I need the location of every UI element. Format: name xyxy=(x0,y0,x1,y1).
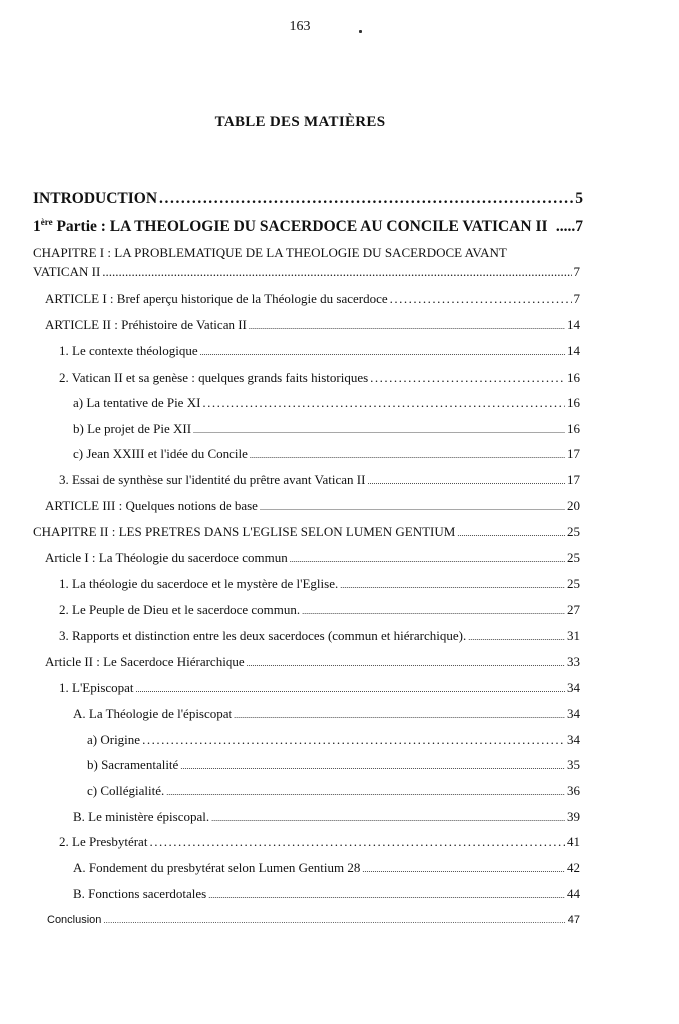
toc-entry xyxy=(73,860,580,878)
toc-label: VATICAN II xyxy=(33,264,101,279)
toc-entry-part-1 xyxy=(33,216,583,235)
leader-dots xyxy=(390,291,572,307)
page-number: 163 xyxy=(289,19,311,34)
toc-page: 34 xyxy=(567,680,580,695)
leader-dots xyxy=(234,706,565,724)
leader-dots xyxy=(457,524,565,542)
part-title: Partie : LA THEOLOGIE DU SACERDOCE AU CONCILE VATICAN II xyxy=(52,218,548,235)
leader-dots xyxy=(211,809,565,827)
toc-label: ARTICLE III : Quelques notions de base xyxy=(45,498,258,513)
toc-label: 2. Le Presbytérat xyxy=(59,834,148,849)
toc-label: B. Fonctions sacerdotales xyxy=(73,886,207,901)
toc-entry xyxy=(45,498,580,516)
toc-entry xyxy=(87,783,580,801)
leader-dots xyxy=(247,654,565,672)
toc-page: 31 xyxy=(567,628,580,643)
toc-entry xyxy=(59,628,580,646)
leader-dots xyxy=(290,550,565,568)
leader-dots xyxy=(367,472,565,490)
toc-entry xyxy=(73,706,580,724)
toc-label: INTRODUCTION xyxy=(33,190,158,207)
toc-label: c) Collégialité. xyxy=(87,783,165,798)
toc-label: 1. L'Episcopat xyxy=(59,680,134,695)
toc-entry xyxy=(59,343,580,361)
leader-dots xyxy=(136,680,565,698)
toc-entry xyxy=(73,395,580,411)
toc-page: 7 xyxy=(573,264,580,279)
toc-entry xyxy=(73,421,580,439)
toc-page: 25 xyxy=(567,576,580,591)
toc-page: 20 xyxy=(567,498,580,513)
toc-label: a) La tentative de Pie XI xyxy=(73,395,201,410)
toc-label: 1. Le contexte théologique xyxy=(59,343,198,358)
toc-entry xyxy=(59,680,580,698)
toc-entry-chapter-1 xyxy=(33,264,580,280)
leader-dots xyxy=(193,421,565,439)
leader-dots xyxy=(260,498,565,516)
leader-dots xyxy=(249,317,565,335)
toc-label: Article I : La Théologie du sacerdoce commun xyxy=(45,550,288,565)
toc-entry-introduction xyxy=(33,191,583,207)
leader-dots xyxy=(180,757,565,775)
part-exponent: ère xyxy=(40,216,53,227)
toc-page: 33 xyxy=(567,654,580,669)
toc-label: B. Le ministère épiscopal. xyxy=(73,809,210,824)
toc-label: Article II : Le Sacerdoce Hiérarchique xyxy=(45,654,245,669)
toc-entry xyxy=(73,886,580,904)
toc-page: 35 xyxy=(567,757,580,772)
toc-label: c) Jean XXIII et l'idée du Concile xyxy=(73,446,248,461)
toc-label: Conclusion xyxy=(47,914,102,926)
toc-page: 25 xyxy=(567,524,580,539)
toc-label: 2. Le Peuple de Dieu et le sacerdoce commun. xyxy=(59,602,301,617)
toc-entry-conclusion xyxy=(47,912,580,929)
toc-entry xyxy=(87,732,580,748)
toc-entry xyxy=(59,576,580,594)
toc-entry-chapter-2 xyxy=(33,524,580,542)
toc-page: 7 xyxy=(573,291,580,306)
leader-dots xyxy=(250,446,565,464)
leader-dots xyxy=(200,343,565,361)
toc-page: 34 xyxy=(567,706,580,721)
toc-label: 2. Vatican II et sa genèse : quelques grands faits historiques xyxy=(59,370,369,385)
chapter-1-title-line-1: CHAPITRE I : LA PROBLEMATIQUE DE LA THEOLOGIE DU SACERDOCE AVANT xyxy=(33,245,507,260)
leader-dots xyxy=(202,395,565,411)
toc-page: 16 xyxy=(567,421,580,436)
leader-dots xyxy=(302,602,565,620)
toc-page: 14 xyxy=(567,317,580,332)
toc-page: 17 xyxy=(567,446,580,461)
toc-page: 47 xyxy=(567,914,580,926)
toc-label: b) Le projet de Pie XII xyxy=(73,421,192,436)
scan-speck xyxy=(359,30,362,33)
toc-page: 14 xyxy=(567,343,580,358)
toc-entry xyxy=(73,809,580,827)
toc-page: 16 xyxy=(567,370,580,385)
toc-page: 17 xyxy=(567,472,580,487)
toc-label: A. Fondement du presbytérat selon Lumen Gentium 28 xyxy=(73,860,361,875)
toc-label: ARTICLE I : Bref aperçu historique de la Théologie du sacerdoce xyxy=(45,291,388,306)
toc-label: A. La Théologie de l'épiscopat xyxy=(73,706,233,721)
toc-page: 27 xyxy=(567,602,580,617)
toc-entry xyxy=(59,602,580,620)
leader-dots xyxy=(166,783,565,801)
toc-entry xyxy=(45,654,580,672)
toc-page: 16 xyxy=(567,395,580,410)
leader-dots xyxy=(362,860,565,878)
toc-label: 3. Rapports et distinction entre les deux sacerdoces (commun et hiérarchique). xyxy=(59,628,467,643)
toc-entry xyxy=(59,472,580,490)
toc-page: 25 xyxy=(567,550,580,565)
leader-dots xyxy=(468,628,565,646)
leader-dots xyxy=(159,191,573,207)
leader-dots xyxy=(370,370,565,386)
toc-page: 34 xyxy=(567,732,580,747)
toc-label: 1. La théologie du sacerdoce et le mystère de l'Eglise. xyxy=(59,576,339,591)
part-number: 1 xyxy=(33,218,41,235)
toc-label xyxy=(33,216,548,235)
toc-entry xyxy=(87,757,580,775)
toc-label: a) Origine xyxy=(87,732,141,747)
toc-label: CHAPITRE II : LES PRETRES DANS L'EGLISE SELON LUMEN GENTIUM xyxy=(33,524,456,539)
toc-label: ARTICLE II : Préhistoire de Vatican II xyxy=(45,317,247,332)
toc-page: 44 xyxy=(567,886,580,901)
page-title: TABLE DES MATIÈRES xyxy=(214,114,386,130)
leader-dots xyxy=(340,576,565,594)
leader-dots xyxy=(208,886,565,904)
leader-dots xyxy=(102,264,571,280)
leader-dots xyxy=(149,834,565,850)
toc-entry xyxy=(45,550,580,568)
toc-page: .....7 xyxy=(555,218,583,235)
toc-entry xyxy=(59,370,580,386)
leader-dots xyxy=(103,912,565,929)
toc-entry xyxy=(45,291,580,307)
toc-entry xyxy=(73,446,580,464)
toc-entry xyxy=(45,317,580,335)
toc-page: 5 xyxy=(575,190,583,207)
toc-page: 36 xyxy=(567,783,580,798)
toc-page: 39 xyxy=(567,809,580,824)
leader-dots xyxy=(142,732,565,748)
toc-page: 42 xyxy=(567,860,580,875)
toc-label: 3. Essai de synthèse sur l'identité du prêtre avant Vatican II xyxy=(59,472,366,487)
toc-page: 41 xyxy=(567,834,580,849)
toc-label: b) Sacramentalité xyxy=(87,757,179,772)
toc-entry xyxy=(59,834,580,850)
